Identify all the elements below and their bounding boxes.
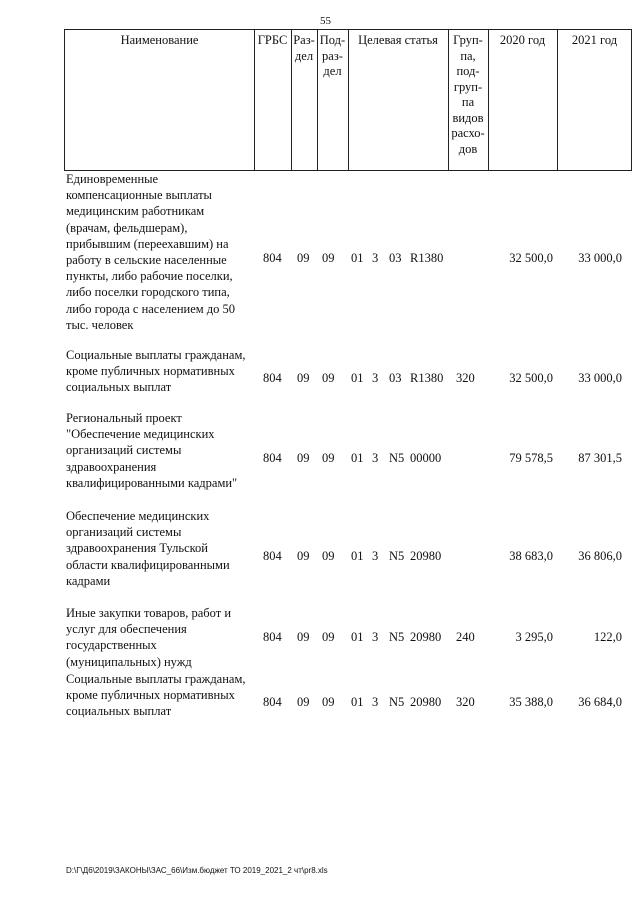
row-name-line: кроме публичных нормативных xyxy=(66,688,235,703)
cell-2020: 79 578,5 xyxy=(509,451,553,465)
column-divider xyxy=(557,30,558,170)
header-2020: 2020 год xyxy=(499,33,546,47)
cell-podrazdel: 09 xyxy=(322,371,335,385)
cell-2020: 3 295,0 xyxy=(515,630,553,644)
row-name-line: компенсационные выплаты xyxy=(66,188,212,203)
header-target: Целевая статья xyxy=(358,33,438,47)
header-podrazdel-line: раз- xyxy=(322,48,343,63)
file-path-footer: D:\Г\Д6\2019\ЗАКОНЫ\ЗАС_66\Изм.бюджет ТО 2019_2021_2 чт\pr8.xls xyxy=(66,866,328,875)
cell-target-part: 03 xyxy=(389,251,402,265)
cell-podrazdel: 09 xyxy=(322,251,335,265)
cell-2020: 35 388,0 xyxy=(509,695,553,709)
cell-grbs: 804 xyxy=(263,549,282,563)
row-name-line: работу в сельские населенные xyxy=(66,253,227,268)
row-name-line: кадрами xyxy=(66,573,111,588)
cell-2020: 38 683,0 xyxy=(509,549,553,563)
cell-target-part: R1380 xyxy=(410,251,444,265)
row-name xyxy=(66,410,266,491)
cell-group: 320 xyxy=(456,371,475,385)
cell-target-part: 3 xyxy=(372,451,379,465)
row-name-line: "Обеспечение медицинских xyxy=(66,427,215,442)
row-name xyxy=(66,605,266,670)
cell-target-part: 01 xyxy=(351,549,364,563)
page-number: 55 xyxy=(320,15,331,27)
header-razdel-line: Раз- xyxy=(293,33,315,47)
cell-podrazdel: 09 xyxy=(322,630,335,644)
row-name-line: квалифицированными кадрами" xyxy=(66,475,238,490)
row-name xyxy=(66,671,266,720)
row-name-line: (врачам, фельдшерам), xyxy=(66,220,188,235)
cell-razdel: 09 xyxy=(297,251,310,265)
cell-podrazdel: 09 xyxy=(322,451,335,465)
cell-target-part: N5 xyxy=(389,695,405,709)
header-group-line: дов xyxy=(458,141,478,156)
row-name-line: Региональный проект xyxy=(66,411,182,425)
row-name-line: прибывшим (переехавшим) на xyxy=(66,236,229,251)
row-name-line: либо поселки городского типа, xyxy=(66,285,230,300)
cell-target-part: 01 xyxy=(351,630,364,644)
row-name-line: тыс. человек xyxy=(66,317,134,332)
cell-2021: 36 806,0 xyxy=(578,549,622,563)
cell-target-part: N5 xyxy=(389,630,405,644)
cell-target-part: 01 xyxy=(351,695,364,709)
cell-2020: 32 500,0 xyxy=(509,251,553,265)
cell-target-part: 3 xyxy=(372,630,379,644)
row-name-line: Иные закупки товаров, работ и xyxy=(66,606,232,620)
row-name-line: социальных выплат xyxy=(66,704,172,719)
header-razdel xyxy=(291,33,317,64)
row-name-line: Социальные выплаты гражданам, xyxy=(66,672,246,686)
header-group xyxy=(448,33,488,157)
cell-target-part: 3 xyxy=(372,549,379,563)
cell-target-part: 3 xyxy=(372,371,379,385)
header-name: Наименование xyxy=(120,33,199,47)
header-group-line: па, xyxy=(460,48,476,63)
column-divider xyxy=(488,30,489,170)
column-divider xyxy=(254,30,255,170)
cell-grbs: 804 xyxy=(263,630,282,644)
row-name-line: Единовременные xyxy=(66,172,159,186)
row-name-line: организаций системы xyxy=(66,443,182,458)
cell-2021: 87 301,5 xyxy=(578,451,622,465)
cell-group: 240 xyxy=(456,630,475,644)
row-name-line: услуг для обеспечения xyxy=(66,622,187,637)
row-name xyxy=(66,508,266,589)
header-group-line: видов xyxy=(452,110,484,125)
cell-group: 320 xyxy=(456,695,475,709)
row-name xyxy=(66,347,266,396)
cell-target-part: 3 xyxy=(372,251,379,265)
column-divider xyxy=(348,30,349,170)
header-group-line: па xyxy=(461,95,475,109)
header-podrazdel-line: дел xyxy=(323,64,342,78)
cell-target-part: 01 xyxy=(351,451,364,465)
cell-podrazdel: 09 xyxy=(322,695,335,709)
row-name-line: либо города с населением до 50 xyxy=(66,301,236,316)
cell-2021: 122,0 xyxy=(593,630,622,644)
row-name-line: организаций системы xyxy=(66,525,182,540)
row-name-line: Социальные выплаты гражданам, xyxy=(66,348,246,362)
row-name-line: государственных xyxy=(66,638,157,653)
cell-podrazdel: 09 xyxy=(322,549,335,563)
cell-target-part: 01 xyxy=(351,371,364,385)
header-group-line: Груп- xyxy=(453,33,483,47)
header-group-line: груп- xyxy=(453,79,483,94)
header-razdel-line: дел xyxy=(294,48,314,63)
row-name xyxy=(66,171,266,333)
cell-target-part: 03 xyxy=(389,371,402,385)
row-name-line: пункты, либо рабочие поселки, xyxy=(66,269,233,284)
header-grbs: ГРБС xyxy=(257,33,288,47)
cell-razdel: 09 xyxy=(297,371,310,385)
cell-2021: 33 000,0 xyxy=(578,251,622,265)
cell-target-part: R1380 xyxy=(410,371,444,385)
cell-razdel: 09 xyxy=(297,695,310,709)
header-group-line: расхо- xyxy=(451,126,485,140)
row-name-line: области квалифицированными xyxy=(66,557,230,572)
cell-razdel: 09 xyxy=(297,451,310,465)
header-group-line: под- xyxy=(456,64,480,78)
cell-2021: 33 000,0 xyxy=(578,371,622,385)
cell-2021: 36 684,0 xyxy=(578,695,622,709)
cell-grbs: 804 xyxy=(263,695,282,709)
row-name-line: социальных выплат xyxy=(66,380,172,395)
cell-target-part: 3 xyxy=(372,695,379,709)
cell-target-part: 20980 xyxy=(410,695,442,709)
cell-razdel: 09 xyxy=(297,630,310,644)
cell-grbs: 804 xyxy=(263,251,282,265)
cell-target-part: 20980 xyxy=(410,630,442,644)
cell-target-part: N5 xyxy=(389,451,405,465)
cell-razdel: 09 xyxy=(297,549,310,563)
header-podrazdel xyxy=(317,33,348,80)
header-podrazdel-line: Под- xyxy=(319,33,346,47)
header-2021: 2021 год xyxy=(571,33,618,47)
row-name-line: (муниципальных) нужд xyxy=(66,654,192,669)
row-name-line: здравоохранения Тульской xyxy=(66,541,208,556)
cell-target-part: 20980 xyxy=(410,549,442,563)
cell-target-part: 01 xyxy=(351,251,364,265)
cell-grbs: 804 xyxy=(263,371,282,385)
cell-target-part: N5 xyxy=(389,549,405,563)
row-name-line: медицинским работникам xyxy=(66,204,205,219)
row-name-line: здравоохранения xyxy=(66,459,157,474)
row-name-line: Обеспечение медицинских xyxy=(66,509,210,523)
table-header xyxy=(64,29,632,171)
cell-target-part: 00000 xyxy=(410,451,442,465)
row-name-line: кроме публичных нормативных xyxy=(66,364,235,379)
cell-2020: 32 500,0 xyxy=(509,371,553,385)
cell-grbs: 804 xyxy=(263,451,282,465)
